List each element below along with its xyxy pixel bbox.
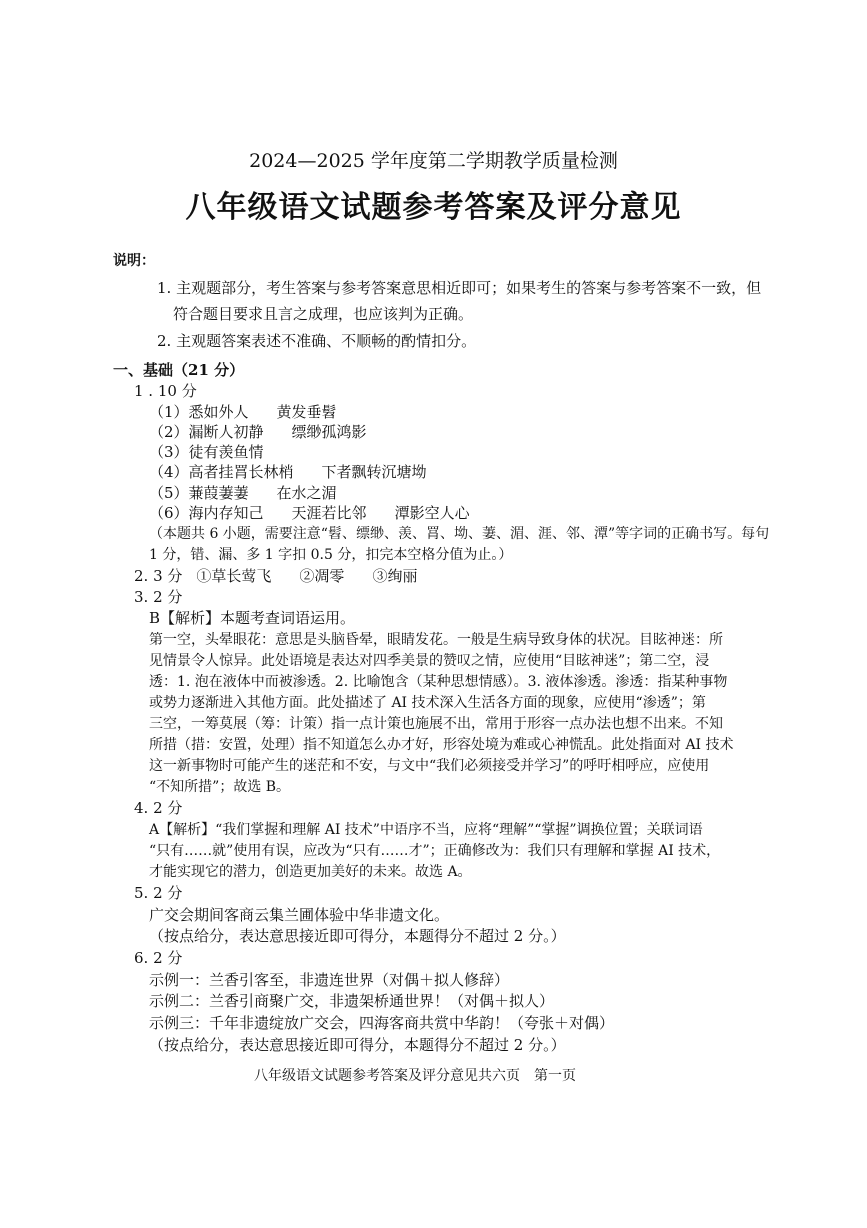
q2-line: 2. 3 分 ①草长莺飞 ②凋零 ③绚丽 xyxy=(134,567,418,585)
q4-line: 才能实现它的潜力，创造更加美好的未来。故选 A。 xyxy=(149,864,472,880)
q1-answer-3: （3）徒有羡鱼情 xyxy=(149,443,264,461)
note-1-line-2: 符合题目要求且言之成理，也应该判为正确。 xyxy=(173,305,474,323)
note-1-line-1: 1. 主观题部分，考生答案与参考答案意思相近即可；如果考生的答案与参考答案不一致，但 xyxy=(157,279,762,297)
q1-answer-6: （6）海内存知己 天涯若比邻 潭影空人心 xyxy=(149,504,470,522)
q6-head: 6. 2 分 xyxy=(134,949,183,967)
q3-line: 第一空，头晕眼花：意思是头脑昏晕，眼睛发花。一般是生病导致身体的状况。目眩神迷：所 xyxy=(149,632,723,648)
page-title: 八年级语文试题参考答案及评分意见 xyxy=(185,190,682,225)
footer-text: 八年级语文试题参考答案及评分意见共六页 xyxy=(254,1068,520,1084)
exam-subtitle: 2024—2025 学年度第二学期教学质量检测 xyxy=(249,150,618,172)
q1-head: 1 . 10 分 xyxy=(134,382,197,400)
q3-head: 3. 2 分 xyxy=(134,588,183,606)
q3-line: 这一新事物时可能产生的迷茫和不安，与文中“我们必须接受并学习”的呼吁相呼应，应使用 xyxy=(149,758,710,774)
section-heading: 一、基础（21 分） xyxy=(113,361,245,379)
q6-line: （按点给分，表达意思接近即可得分，本题得分不超过 2 分。） xyxy=(149,1036,566,1054)
q1-answer-1: （1）悉如外人 黄发垂髫 xyxy=(149,403,337,421)
q5-line: 广交会期间客商云集兰圃体验中华非遗文化。 xyxy=(149,906,450,924)
q2-head: 2. 3 分 xyxy=(134,567,183,585)
q1-answer-5: （5）蒹葭萋萋 在水之湄 xyxy=(149,484,337,502)
q3-line: 见情景令人惊异。此处语境是表达对四季美景的赞叹之情，应使用“目眩神迷”；第二空，浸 xyxy=(149,653,710,669)
q5-head: 5. 2 分 xyxy=(134,884,183,902)
q1-answer-2: （2）漏断人初静 缥缈孤鸿影 xyxy=(149,423,367,441)
q3-line: 或势力逐渐进入其他方面。此处描述了 AI 技术深入生活各方面的现象，应使用“渗透”；第 xyxy=(149,695,706,711)
q6-line: 示例一：兰香引客至，非遗连世界（对偶＋拟人修辞） xyxy=(149,971,510,989)
q1-answer-4: （4）高者挂罥长林梢 下者飘转沉塘坳 xyxy=(149,463,427,481)
q3-line: “不知所措”；故选 B。 xyxy=(149,779,291,795)
q3-line: 三空，一筹莫展（筹：计策）指一点计策也施展不出，常用于形容一点办法也想不出来。不知 xyxy=(149,716,723,732)
q6-line: 示例三：千年非遗绽放广交会，四海客商共赏中华韵！（夸张＋对偶） xyxy=(149,1014,615,1032)
q4-line: “只有……就”使用有误，应改为“只有……才”；正确修改为：我们只有理解和掌握 AI 技术， xyxy=(149,843,721,859)
note-2: 2. 主观题答案表述不准确、不顺畅的酌情扣分。 xyxy=(157,332,477,350)
q1-note-line-1: （本题共 6 小题，需要注意“髫、缥缈、羡、罥、坳、萋、湄、涯、邻、潭”等字词的正确书写。每句 xyxy=(149,526,770,542)
page-number: 第一页 xyxy=(534,1068,576,1084)
q4-line: A【解析】“我们掌握和理解 AI 技术”中语序不当，应将“理解”“掌握”调换位置；关联词语 xyxy=(149,822,703,838)
q3-line: B【解析】本题考查词语运用。 xyxy=(149,609,356,627)
q4-head: 4. 2 分 xyxy=(134,799,183,817)
q3-line: 所措（措：安置，处理）指不知道怎么办才好，形容处境为难或心神慌乱。此处指面对 AI 技术 xyxy=(149,737,734,753)
page-footer xyxy=(254,1066,576,1086)
q3-line: 透：1. 泡在液体中而被渗透。2. 比喻饱含（某种思想情感）。3. 液体渗透。渗透：指某种事物 xyxy=(149,674,728,690)
q5-line: （按点给分，表达意思接近即可得分，本题得分不超过 2 分。） xyxy=(149,927,566,945)
notes-label: 说明： xyxy=(113,253,155,269)
q1-note-line-2: 1 分，错、漏、多 1 字扣 0.5 分，扣完本空格分值为止。） xyxy=(149,547,513,563)
q6-line: 示例二：兰香引商聚广交，非遗架桥通世界！（对偶＋拟人） xyxy=(149,992,555,1010)
